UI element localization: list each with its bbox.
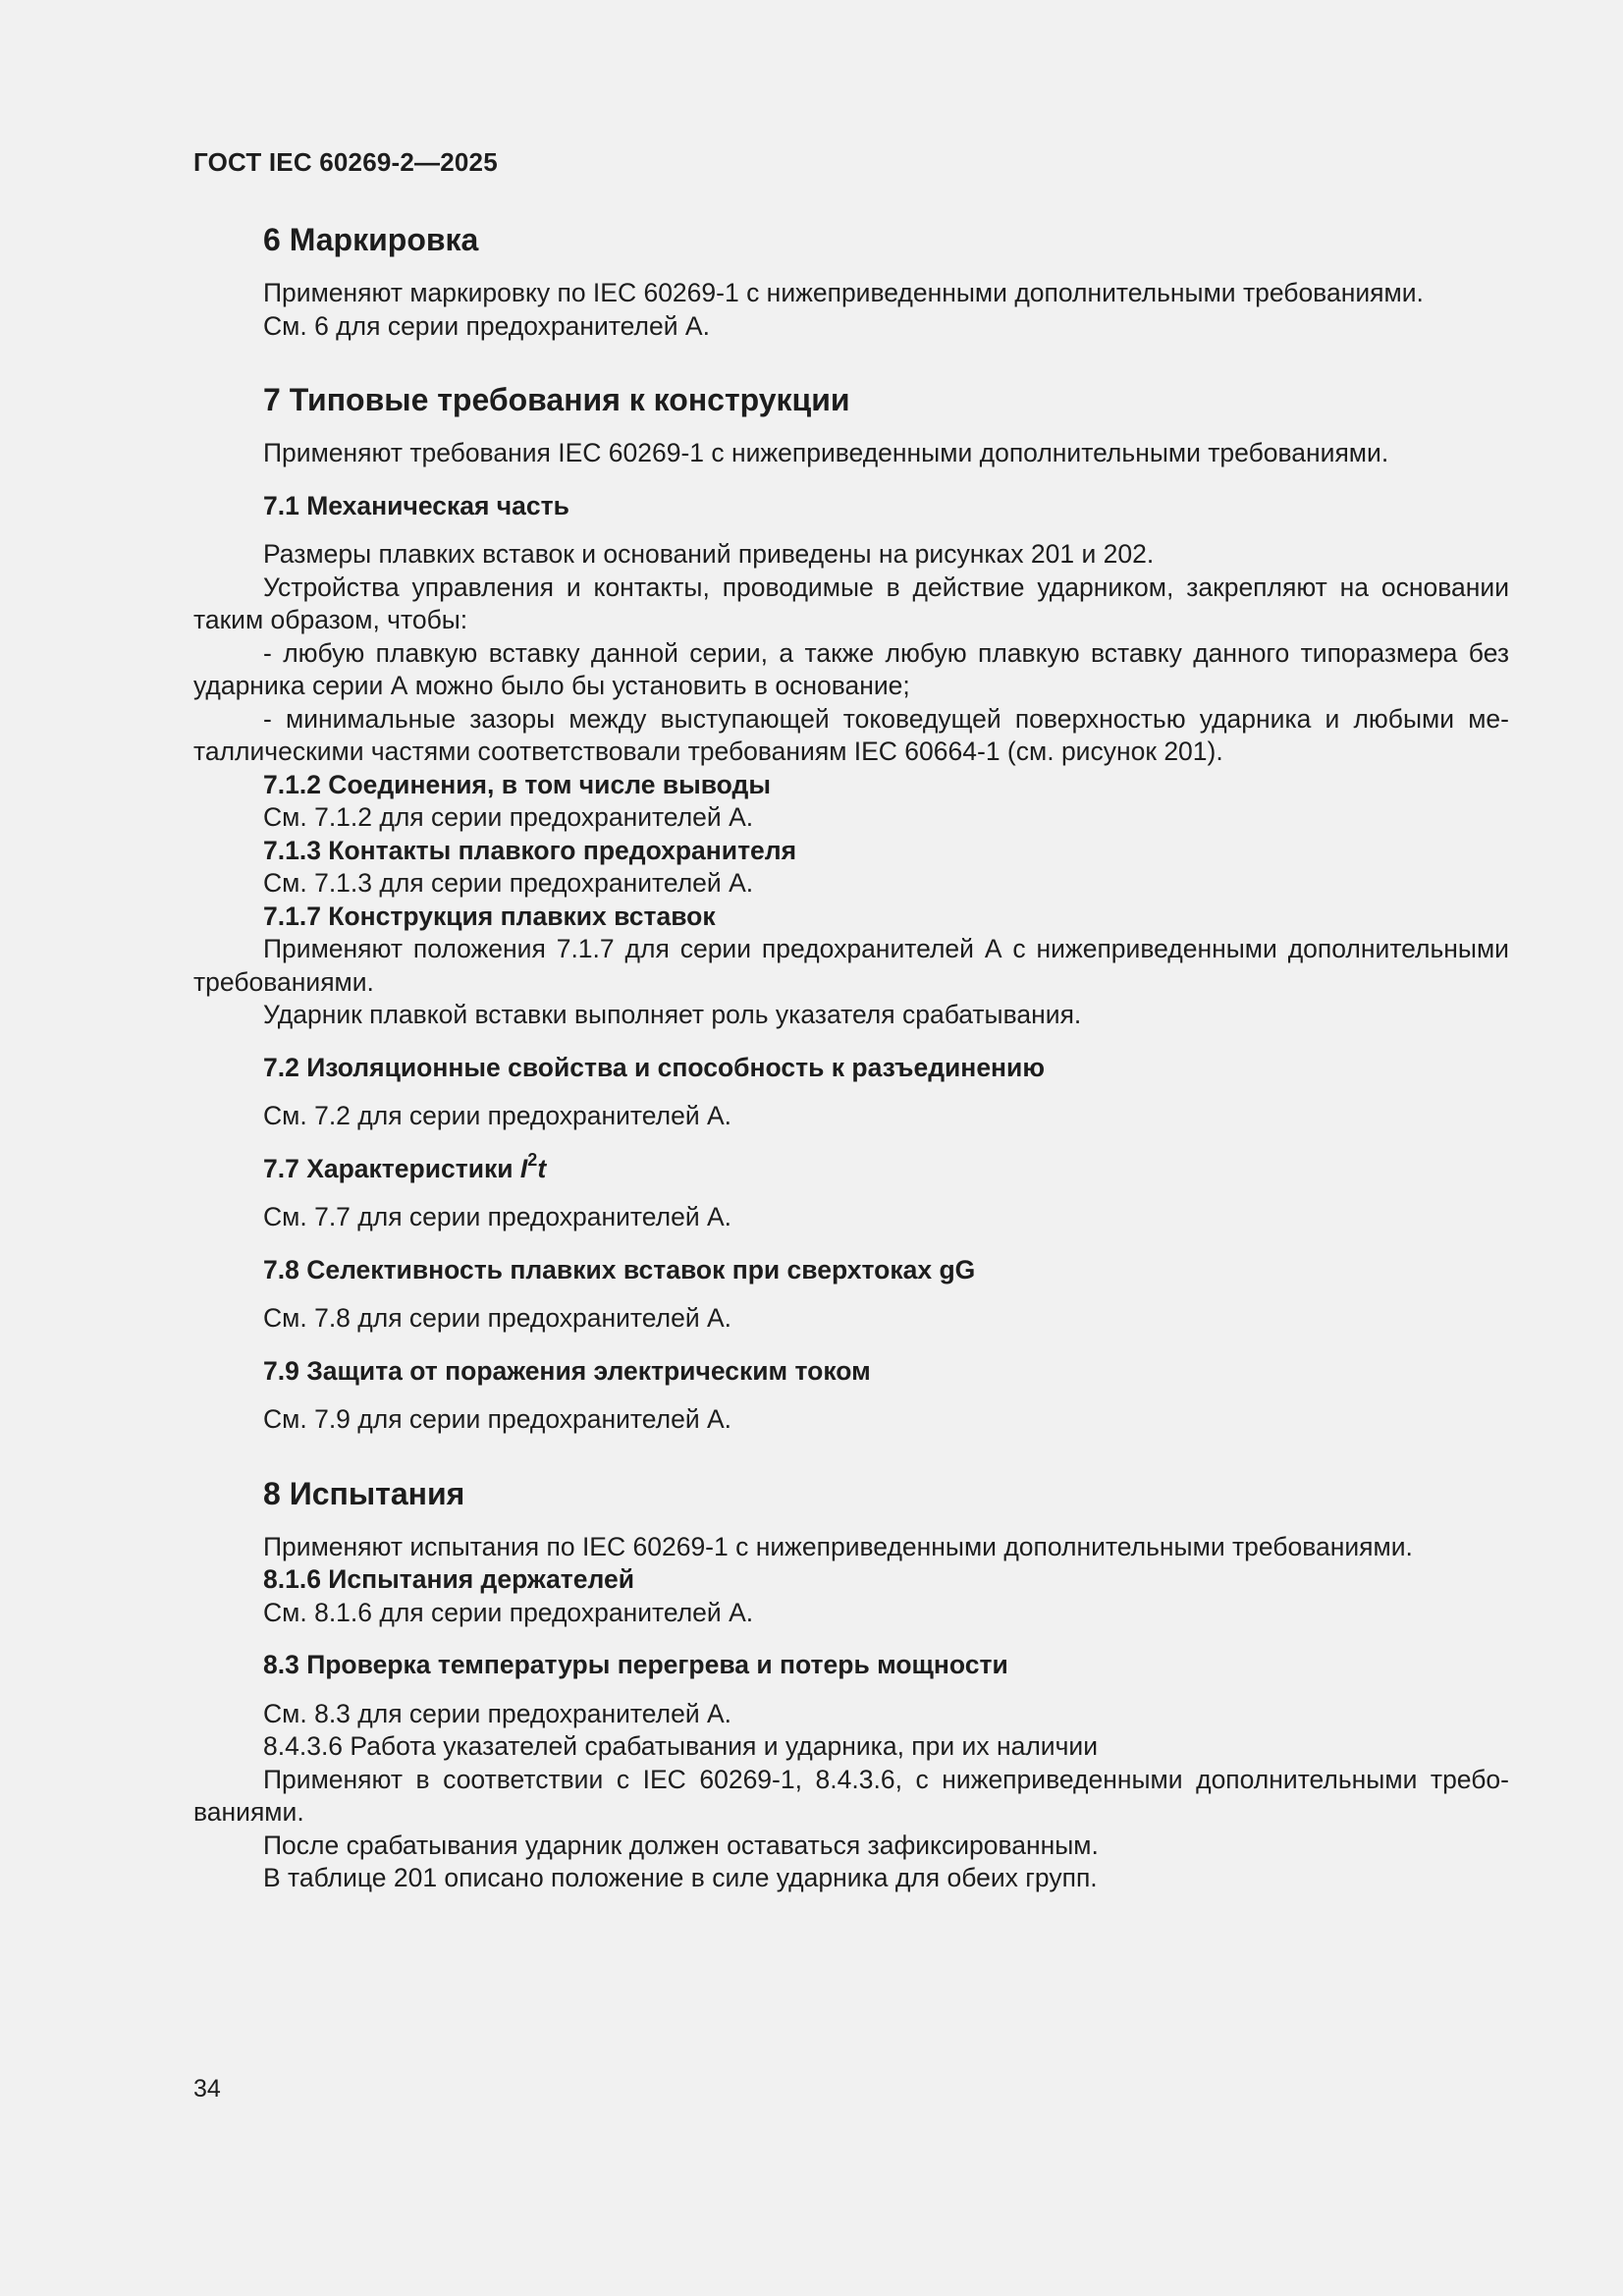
document-header: ГОСТ IEC 60269-2—2025 <box>193 147 498 177</box>
section-7-1-2-title: 7.1.2 Соединения, в том числе выводы <box>263 769 771 799</box>
section-7-1-title: 7.1 Механическая часть <box>263 490 569 520</box>
section-7-2-title: 7.2 Изоляционные свойства и способность к разъединению <box>263 1052 1045 1082</box>
section-8-1-6-paragraph: См. 8.1.6 для серии предохранителей А. <box>263 1597 754 1627</box>
section-7-2-paragraph: См. 7.2 для серии предохранителей А. <box>263 1101 732 1130</box>
section-7-9-paragraph: См. 7.9 для серии предохранителей А. <box>263 1404 732 1434</box>
section-8-paragraph: Применяют испытания по IEC 60269-1 с нижеприведенными дополнительными требованиями. <box>263 1531 1413 1561</box>
section-6-paragraph: См. 6 для серии предохранителей А. <box>263 310 710 341</box>
section-7-1-paragraph: Размеры плавких вставок и оснований приведены на рисунках 201 и 202. <box>263 539 1155 569</box>
section-7-8-title: 7.8 Селективность плавких вставок при сверхтоках gG <box>263 1254 976 1285</box>
formula-exponent: 2 <box>527 1149 538 1170</box>
section-7-1-paragraph: Устройства управления и контакты, проводимые в действие ударником, закрепляют на основании таким образом, чтобы: <box>193 572 1509 634</box>
section-7-1-7-paragraph: Ударник плавкой вставки выполняет роль указателя срабатывания. <box>263 1000 1082 1029</box>
section-8-1-6-title: 8.1.6 Испытания держателей <box>263 1564 635 1594</box>
section-6-paragraph: Применяют маркировку по IEC 60269-1 с нижеприведенными дополнительными требованиями. <box>263 278 1424 307</box>
section-8-title: 8 Испытания <box>263 1475 465 1511</box>
section-7-1-3-paragraph: См. 7.1.3 для серии предохранителей А. <box>263 868 754 898</box>
section-8-3-paragraph: В таблице 201 описано положение в силе ударника для обеих групп. <box>263 1863 1098 1892</box>
section-7-title: 7 Типовые требования к конструкции <box>263 382 850 417</box>
section-6-title: 6 Маркировка <box>263 222 479 257</box>
section-7-1-7-title: 7.1.7 Конструкция плавких вставок <box>263 901 716 931</box>
section-8-3-title: 8.3 Проверка температуры перегрева и потерь мощности <box>263 1650 1008 1679</box>
section-8-3-paragraph: См. 8.3 для серии предохранителей А. <box>263 1698 732 1728</box>
section-7-7-title-text: 7.7 Характеристики <box>263 1153 520 1183</box>
section-8-4-3-6-heading: 8.4.3.6 Работа указателей срабатывания и ударника, при их наличии <box>263 1731 1099 1761</box>
section-7-paragraph: Применяют требования IEC 60269-1 с нижеприведенными дополнительными требованиями. <box>263 438 1389 467</box>
section-7-1-2-paragraph: См. 7.1.2 для серии предохранителей А. <box>263 802 754 832</box>
document-body <box>193 220 1509 1895</box>
section-7-7-title <box>193 1149 1509 1186</box>
section-7-1-7-paragraph: Применяют положения 7.1.7 для серии предохранителей А с нижеприведенными дополнительными требованиями. <box>193 934 1509 997</box>
formula-t: t <box>537 1153 547 1183</box>
section-8-3-paragraph: Применяют в соответствии с IEC 60269-1, 8.4.3.6, с нижеприведенными дополнительными требованиями. <box>193 1764 1509 1827</box>
formula-i: I <box>519 1153 528 1183</box>
section-7-9-title: 7.9 Защита от поражения электрическим током <box>263 1355 871 1386</box>
section-7-1-list-item: - минимальные зазоры между выступающей токоведущей поверхностью ударника и любыми металлическими частями соответствовали требованиям IEC 60664-1 (см. рисунок 201). <box>193 703 1509 766</box>
section-7-1-3-title: 7.1.3 Контакты плавкого предохранителя <box>263 835 797 865</box>
section-7-7-paragraph: См. 7.7 для серии предохранителей А. <box>263 1202 732 1231</box>
section-7-1-list-item: - любую плавкую вставку данной серии, а также любую плавкую вставку данного типоразмера без ударника серии А можно было бы установить в основание; <box>193 637 1509 700</box>
section-8-3-paragraph: После срабатывания ударник должен оставаться зафиксированным. <box>263 1830 1099 1860</box>
section-7-8-paragraph: См. 7.8 для серии предохранителей А. <box>263 1303 732 1333</box>
page-number: 34 <box>193 2075 221 2103</box>
